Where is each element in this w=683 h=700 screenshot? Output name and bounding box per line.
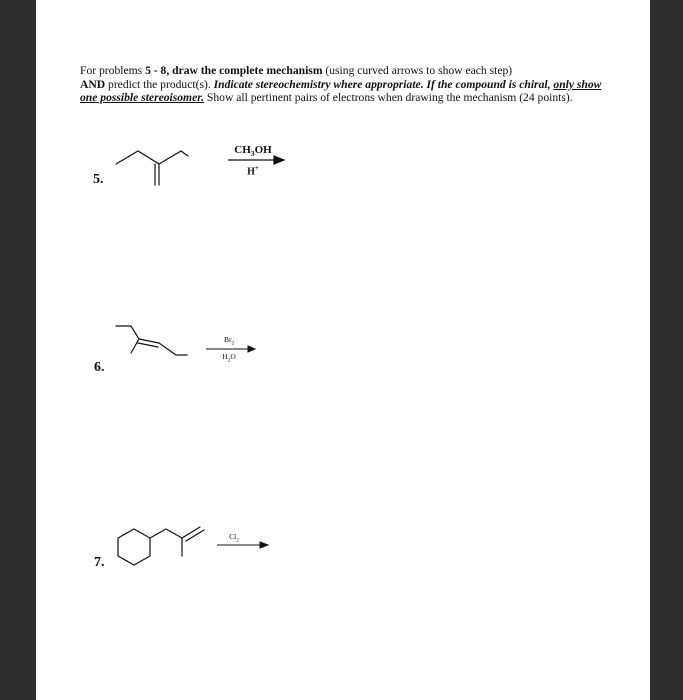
- intro-text-underlined: only show one possible stereoisomer.: [80, 77, 602, 105]
- problem-6-number: 6.: [94, 360, 105, 375]
- problem-5-reagent-bottom: H+: [247, 164, 259, 178]
- problem-7-structure: [36, 0, 650, 700]
- problem-7-bond: [150, 529, 182, 538]
- problem-6-reagent-top: $Br_2$: [223, 335, 235, 347]
- intro-text-bold-1: 5 - 8, draw the complete mechanism: [145, 64, 323, 77]
- problem-7-number: 7.: [94, 555, 105, 570]
- intro-text-2: (using curved arrows to show each step): [322, 64, 513, 77]
- intro-text-3: predict the product(s).: [105, 77, 214, 91]
- intro-text-4: Show all pertinent pairs of electrons when drawing the mechanism (24 points).: [204, 91, 573, 105]
- problem-7-double-bond: [186, 530, 204, 541]
- problem-7-reagent-top: $Cl_2$: [229, 532, 239, 544]
- intro-text-bold-and: AND: [80, 77, 106, 91]
- problem-7-bond: [182, 527, 200, 538]
- document-page: [36, 0, 650, 700]
- problem-5-number: 5.: [93, 172, 104, 187]
- problem-7-cyclohexane-ring: [118, 529, 150, 565]
- problem-6-reagent-bottom: $H_2O$: [222, 352, 236, 364]
- problem-5-reagent-top: $CH_3OH$: [234, 144, 272, 159]
- intro-text-emphasis: Indicate stereochemistry where appropriate. If the compound is chiral,: [213, 77, 551, 91]
- intro-text-1: For problems: [80, 64, 146, 77]
